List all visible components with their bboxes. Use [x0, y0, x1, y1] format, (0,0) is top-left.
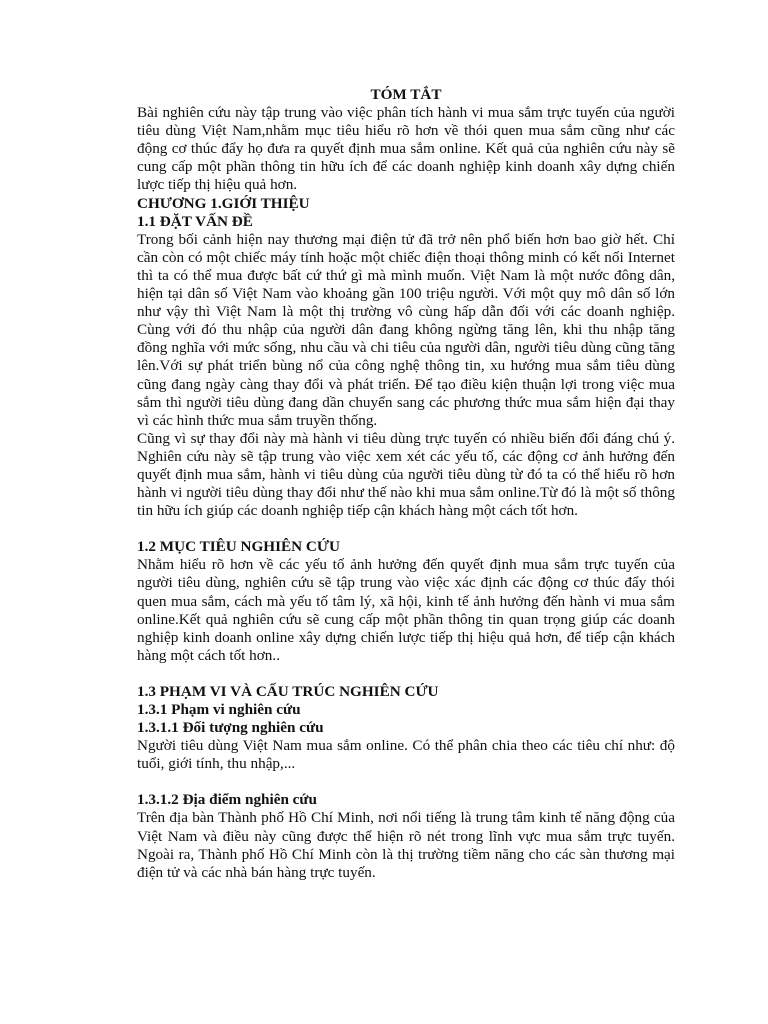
- section-1-1-paragraph-1: Trong bối cảnh hiện nay thương mại điện tử đã trở nên phổ biến hơn bao giờ hết. Chỉ cần còn có một chiếc máy tính hoặc một chiếc điện thoại thông minh có kết nối Internet thì ta có thể mua được bất cứ thứ gì mà mình muốn. Việt Nam là một nước đông dân, hiện tại dân số Việt Nam vào khoảng gần 100 triệu người. Với một quy mô dân số lớn như vậy thì Việt Nam là một thị trường vô cùng hấp dẫn đối với các doanh nghiệp. Cùng với đó thu nhập của người dân đang không ngừng tăng lên, khi thu nhập tăng đồng nghĩa với mức sống, nhu cầu và chi tiêu của người dân, người tiêu dùng cũng tăng lên.Với sự phát triển bùng nổ của công nghệ thông tin, xu hướng mua sắm tiêu dùng cũng đang ngày càng thay đổi và phát triển. Để tạo điều kiện thuận lợi trong việc mua sắm thì người tiêu dùng đang dần chuyển sang các phương thức mua sắm hiện đại thay vì các hình thức mua sắm truyền thống.: [137, 230, 675, 429]
- section-1-3-1-2-paragraph: Trên địa bàn Thành phố Hồ Chí Minh, nơi nổi tiếng là trung tâm kinh tế năng động của Việt Nam và điều này cũng được thể hiện rõ nét trong lĩnh vực mua sắm trực tuyến. Ngoài ra, Thành phố Hồ Chí Minh còn là thị trường tiềm năng cho các sàn thương mại điện tử và các nhà bán hàng trực tuyến.: [137, 809, 675, 881]
- spacer: [137, 665, 675, 683]
- section-1-1-heading: 1.1 ĐẶT VẤN ĐỀ: [137, 212, 253, 230]
- section-1-3-1-2-heading: 1.3.1.2 Địa điểm nghiên cứu: [137, 791, 317, 809]
- spacer: [137, 773, 675, 791]
- spacer: [137, 520, 675, 538]
- section-1-2-paragraph-1: Nhằm hiểu rõ hơn về các yếu tố ảnh hưởng đến quyết định mua sắm trực tuyến của người tiêu dùng, nghiên cứu sẽ tập trung vào việc xác định các động cơ thúc đẩy thói quen mua sắm, cách mà yếu tố tâm lý, xã hội, kinh tế ảnh hưởng đến hành vi mua sắm online.Kết quả nghiên cứu sẽ cung cấp một phần thông tin quan trọng giúp các doanh nghiệp kinh doanh online xây dựng chiến lược tiếp thị hiệu quả hơn, để tiếp cận khách hàng một cách tốt hơn..: [137, 556, 675, 664]
- section-1-3-1-1-paragraph: Người tiêu dùng Việt Nam mua sắm online. Có thể phân chia theo các tiêu chí như: độ tuổi, giới tính, thu nhập,...: [137, 737, 675, 773]
- document-title: TÓM TẮT: [370, 86, 442, 103]
- section-1-2-heading: 1.2 MỤC TIÊU NGHIÊN CỨU: [137, 538, 340, 556]
- section-1-3-heading: 1.3 PHẠM VI VÀ CẤU TRÚC NGHIÊN CỨU: [137, 682, 439, 700]
- chapter-heading: CHƯƠNG 1.GIỚI THIỆU: [137, 194, 310, 212]
- section-1-1-paragraph-2: Cũng vì sự thay đổi này mà hành vi tiêu dùng trực tuyến có nhiều biến đổi đáng chú ý. Nghiên cứu này sẽ tập trung vào việc xem xét các yếu tố, các động cơ ảnh hưởng đến quyết định mua sắm, hành vi tiêu dùng của người tiêu dùng từ đó ta có thể hiểu rõ hơn hành vi người tiêu dùng thay đổi như thế nào khi mua sắm online.Từ đó là một số thông tin hữu ích giúp các doanh nghiệp tiếp cận khách hàng một cách tốt hơn.: [137, 429, 675, 520]
- section-1-3-1-heading: 1.3.1 Phạm vi nghiên cứu: [137, 701, 301, 718]
- section-1-3-1-1-heading: 1.3.1.1 Đối tượng nghiên cứu: [137, 719, 324, 737]
- abstract-paragraph: Bài nghiên cứu này tập trung vào việc phân tích hành vi mua sắm trực tuyến của người tiêu dùng Việt Nam,nhằm mục tiêu hiểu rõ hơn về thói quen mua sắm cũng như các động cơ thúc đẩy họ đưa ra quyết định mua sắm online. Kết quả của nghiên cứu này sẽ cung cấp một phần thông tin hữu ích để các doanh nghiệp kinh doanh xây dựng chiến lược tiếp thị hiệu quả hơn.: [137, 104, 675, 194]
- document-page: [137, 86, 675, 882]
